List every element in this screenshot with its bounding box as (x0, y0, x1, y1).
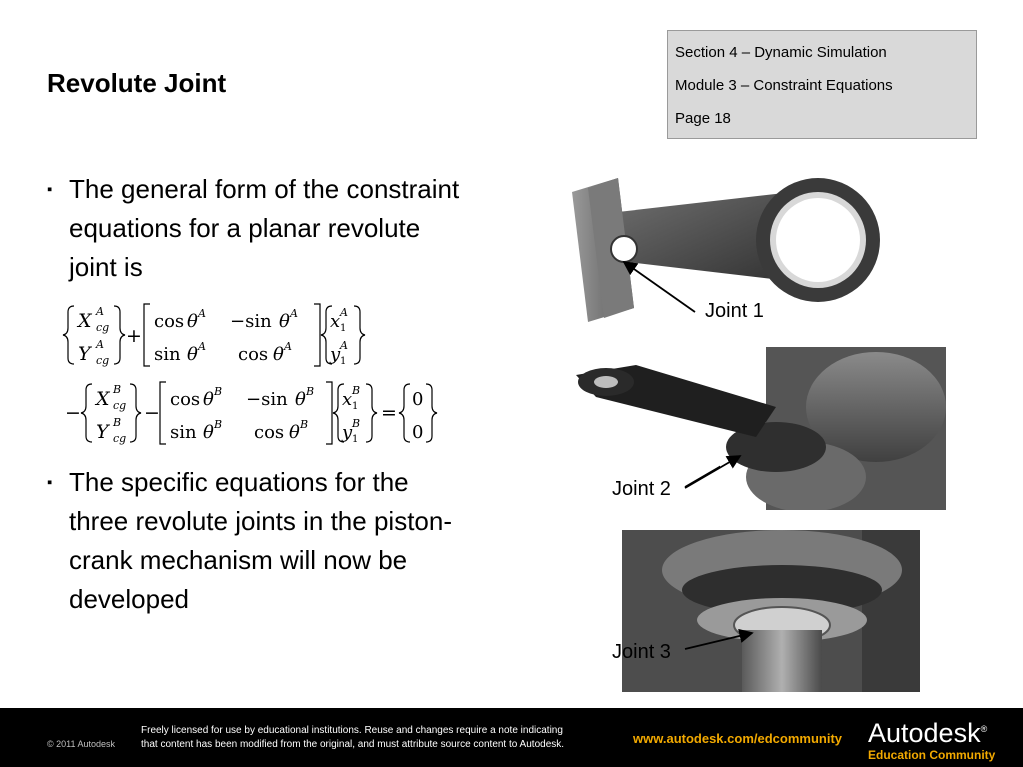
eq-sub-cg: cg (96, 321, 110, 334)
section-info-box (667, 30, 977, 139)
eq-sup-b: B (306, 385, 315, 398)
section-label: Section 4 – Dynamic Simulation (675, 44, 887, 61)
logo-registered-mark: ® (980, 724, 988, 734)
logo-name: Autodesk (868, 718, 981, 748)
eq-sub-cg: cg (96, 354, 110, 367)
eq-theta: θ (187, 344, 198, 365)
eq-theta: θ (203, 389, 214, 410)
eq-minus: − (65, 402, 81, 424)
eq-x-cg-a: X (78, 310, 92, 332)
license-line-2: that content has been modified from the original, and must attribute source content to Autodesk. (141, 739, 565, 750)
footer-bar (0, 708, 1023, 767)
eq-sub-1: 1 (340, 356, 347, 367)
eq-x1: x (330, 311, 341, 332)
joint3-arrow (680, 625, 760, 655)
joint2-arrow (680, 450, 750, 495)
eq-sub-1: 1 (340, 323, 347, 334)
eq-sin: sin (170, 422, 197, 443)
eq-sup-a: A (340, 306, 348, 319)
eq-sup-b: B (113, 416, 122, 429)
eq-sup-a: A (198, 307, 206, 320)
eq-sup-b: B (113, 383, 122, 396)
eq-cos: cos (254, 422, 285, 443)
slide-title: Revolute Joint (47, 68, 227, 98)
eq-zero: 0 (412, 389, 424, 410)
bullet-text: The specific equations for the three revolute joints in the piston-crank mechanism will now be developed (69, 467, 452, 614)
eq-sup-a: A (96, 338, 104, 351)
eq-theta: θ (279, 311, 290, 332)
bullet-text: The general form of the constraint equations for a planar revolute joint is (69, 174, 460, 282)
eq-x1: x (342, 389, 353, 410)
eq-sin: sin (154, 344, 181, 365)
eq-y1: y (342, 422, 353, 443)
eq-plus: + (126, 325, 142, 347)
license-line-1: Freely licensed for use by educational institutions. Reuse and changes require a note indicating (141, 725, 563, 736)
eq-theta: θ (203, 422, 214, 443)
eq-equals: = (381, 402, 397, 424)
eq-zero: 0 (412, 422, 424, 443)
eq-theta: θ (289, 422, 300, 443)
license-text (141, 724, 621, 752)
eq-sup-b: B (352, 384, 361, 397)
joint2-label: Joint 2 (612, 478, 671, 500)
eq-sup-a: A (198, 340, 206, 353)
bullet-marker: ▪ (47, 181, 53, 198)
module-label: Module 3 – Constraint Equations (675, 77, 893, 94)
edcommunity-link[interactable]: www.autodesk.com/edcommunity (633, 731, 843, 746)
bullet-item-2 (47, 463, 467, 619)
eq-sub-cg: cg (113, 432, 127, 445)
eq-y-cg-a: Y (78, 343, 91, 365)
autodesk-logo (868, 714, 1008, 762)
eq-theta: θ (295, 389, 306, 410)
bullet-item-1 (47, 170, 467, 287)
joint3-label: Joint 3 (612, 641, 671, 663)
eq-y1: y (330, 344, 341, 365)
eq-sup-b: B (214, 385, 223, 398)
eq-sup-a: A (290, 307, 298, 320)
eq-minus-sin: −sin (246, 389, 288, 410)
eq-sup-b: B (300, 418, 309, 431)
eq-sup-a: A (340, 339, 348, 352)
logo-tagline: Education Community (868, 748, 996, 762)
eq-theta: θ (187, 311, 198, 332)
eq-sub-1: 1 (352, 434, 359, 445)
eq-sup-a: A (96, 305, 104, 318)
eq-sub-cg: cg (113, 399, 127, 412)
bullet-marker: ▪ (47, 474, 53, 491)
eq-minus: − (144, 402, 160, 424)
eq-sup-a: A (284, 340, 292, 353)
eq-minus-sin: −sin (230, 311, 272, 332)
eq-cos: cos (238, 344, 269, 365)
eq-sup-b: B (214, 418, 223, 431)
copyright-text: © 2011 Autodesk (47, 739, 116, 749)
crankshaft-figure (622, 530, 920, 692)
eq-theta: θ (273, 344, 284, 365)
joint1-label: Joint 1 (705, 300, 764, 322)
revolute-joint-equation (60, 300, 450, 452)
eq-x-cg-b: X (96, 388, 110, 410)
eq-sup-b: B (352, 417, 361, 430)
page-number: Page 18 (675, 110, 731, 127)
eq-sub-1: 1 (352, 401, 359, 412)
eq-cos: cos (170, 389, 201, 410)
eq-cos: cos (154, 311, 185, 332)
eq-y-cg-b: Y (96, 421, 109, 443)
